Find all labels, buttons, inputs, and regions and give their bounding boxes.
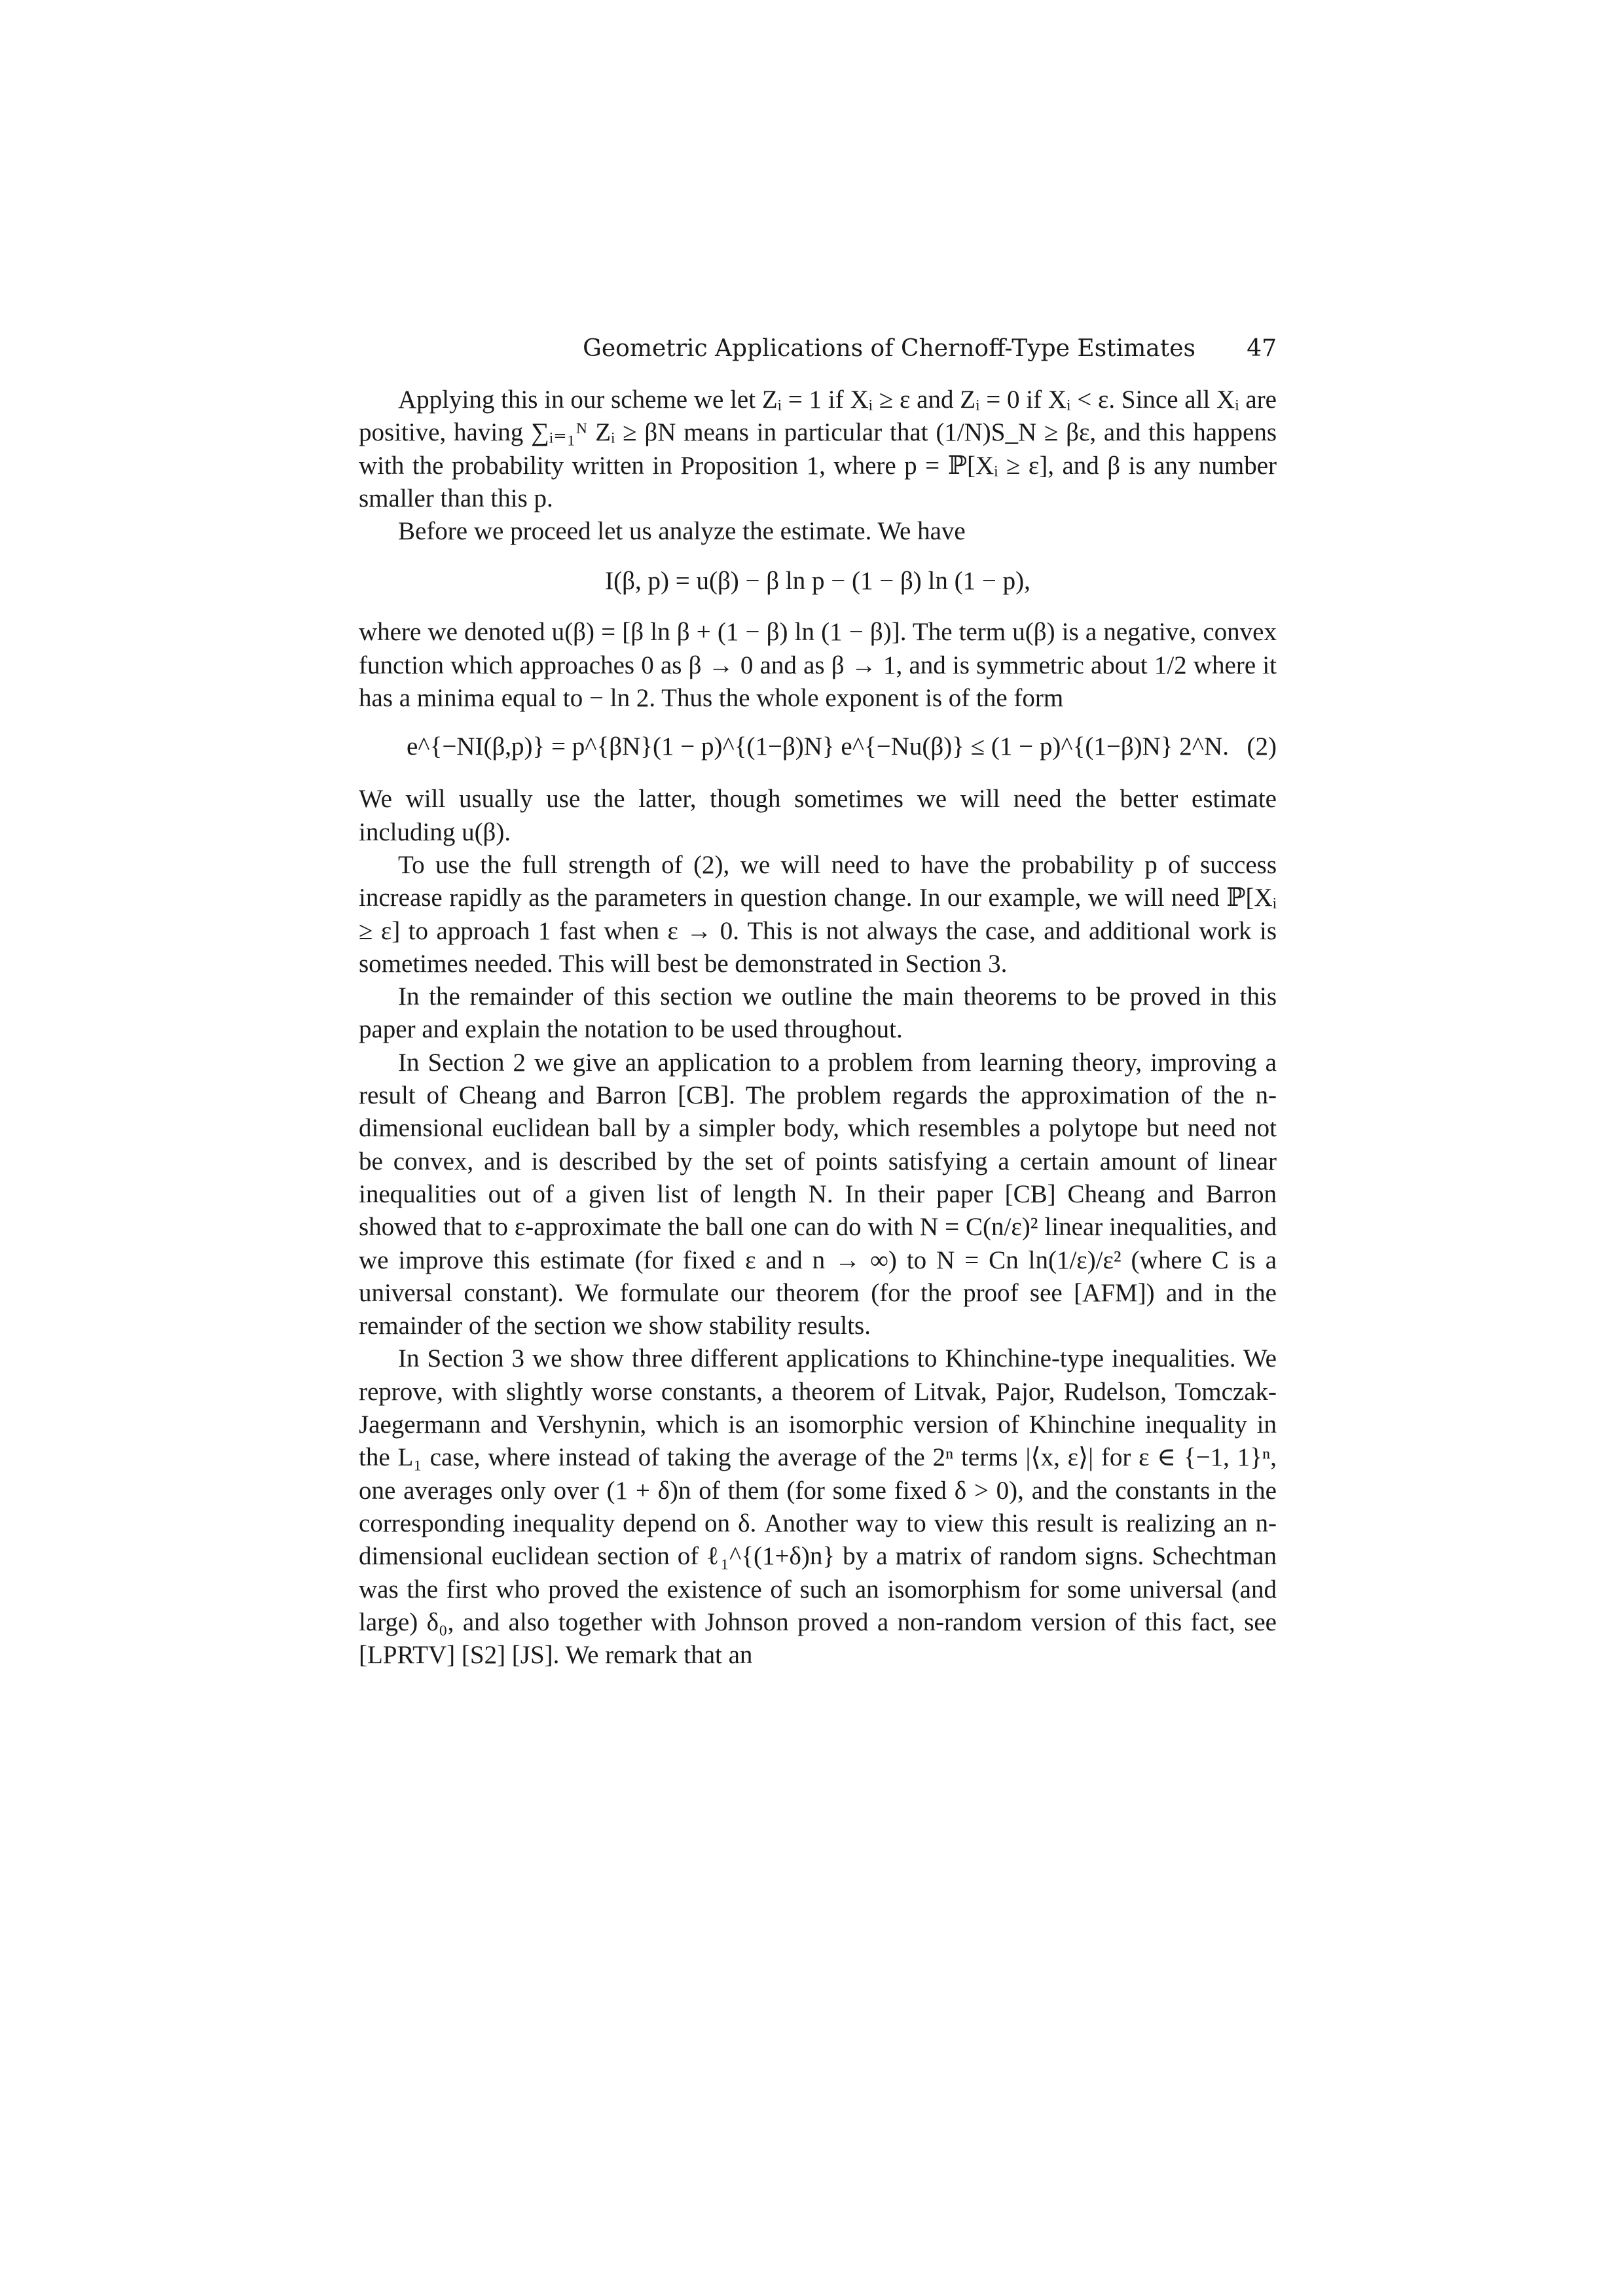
- equation-2-number: (2): [1247, 732, 1277, 761]
- page-number: 47: [1247, 335, 1277, 362]
- equation-2-expr: e^{−NI(β,p)} = p^{βN}(1 − p)^{(1−β)N} e^{−Nu(β)} ≤ (1 − p)^{(1−β)N} 2^N.: [406, 732, 1230, 761]
- running-header: [359, 332, 1277, 365]
- paragraph-outline: In the remainder of this section we outline the main theorems to be proved in this paper and explain the notation to be used throughout.: [359, 982, 1277, 1044]
- paragraph-section-2: In Section 2 we give an application to a problem from learning theory, improving a result of Cheang and Barron [CB]. The problem regards the approximation of the n-dimensional euclidean ball by a simpler body, which resembles a polytope but need not be convex, and is described by the set of points satisfying a certain amount of linear inequalities out of a given list of length N. In their paper [CB] Cheang and Barron showed that to ε-approximate the ball one can do with N = C(n/ε)² linear inequalities, and we improve this estimate (for fixed ε and n → ∞) to N = Cn ln(1/ε)/ε² (where C is a universal constant). We formulate our theorem (for the proof see [AFM]) and in the remainder of the section we show stability results.: [359, 1048, 1277, 1340]
- paragraph-scheme: Applying this in our scheme we let Zᵢ = 1 if Xᵢ ≥ ε and Zᵢ = 0 if Xᵢ < ε. Since all Xᵢ are positive, having ∑ᵢ₌₁ᴺ Zᵢ ≥ βN means in particular that (1/N)S_N ≥ βε, and this happens with the probability written in Proposition 1, where p = ℙ[Xᵢ ≥ ε], and β is any number smaller than this p.: [359, 386, 1277, 512]
- paragraph-analyze: Before we proceed let us analyze the estimate. We have: [398, 517, 966, 546]
- paragraph-latter: We will usually use the latter, though sometimes we will need the better estimate including u(β).: [359, 785, 1277, 846]
- equation-rate-function-expr: I(β, p) = u(β) − β ln p − (1 − β) ln (1 − p),: [605, 567, 1030, 596]
- equation-2: [359, 730, 1277, 767]
- paragraph-u-beta: where we denoted u(β) = [β ln β + (1 − β) ln (1 − β)]. The term u(β) is a negative, convex function which approaches 0 as β → 0 and as β → 1, and is symmetric about 1/2 where it has a minima equal to − ln 2. Thus the whole exponent is of the form: [359, 618, 1277, 713]
- equation-rate-function: [359, 565, 1277, 598]
- paragraph-section-3: In Section 3 we show three different applications to Khinchine-type inequalities. We reprove, with slightly worse constants, a theorem of Litvak, Pajor, Rudelson, Tomczak-Jaegermann and Vershynin, which is an isomorphic version of Khinchine inequality in the L₁ case, where instead of taking the average of the 2ⁿ terms |⟨x, ε⟩| for ε ∈ {−1, 1}ⁿ, one averages only over (1 + δ)n of them (for some fixed δ > 0), and the constants in the corresponding inequality depend on δ. Another way to view this result is realizing an n-dimensional euclidean section of ℓ₁^{(1+δ)n} by a matrix of random signs. Schechtman was the first who proved the existence of such an isomorphism for some universal (and large) δ₀, and also together with Johnson proved a non-random version of this fact, see [LPRTV] [S2] [JS]. We remark that an: [359, 1344, 1277, 1670]
- page-body: [359, 384, 1277, 1672]
- paragraph-full-strength: To use the full strength of (2), we will need to have the probability p of success increase rapidly as the parameters in question change. In our example, we will need ℙ[Xᵢ ≥ ε] to approach 1 fast when ε → 0. This is not always the case, and additional work is sometimes needed. This will best be demonstrated in Section 3.: [359, 850, 1277, 978]
- running-title: Geometric Applications of Chernoff-Type Estimates: [583, 335, 1195, 362]
